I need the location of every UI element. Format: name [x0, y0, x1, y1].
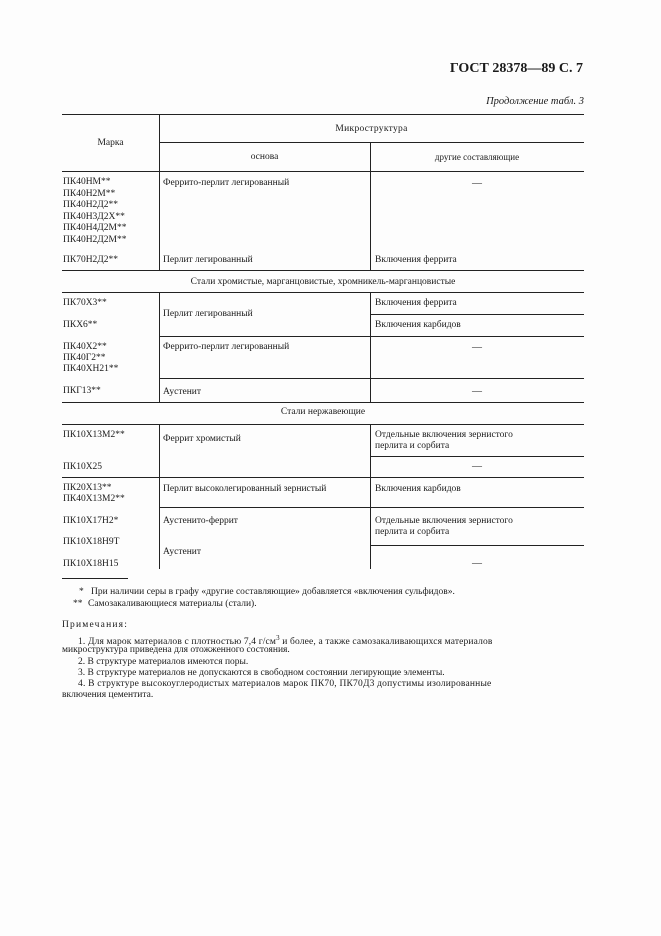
section1-top-rule — [62, 270, 584, 271]
other-cell: перлита и сорбита — [375, 441, 450, 451]
mark-cell: ПК40ХН21** — [63, 364, 119, 374]
section-title: Стали нержавеющие — [280, 407, 366, 417]
mark-cell: ПК10Х18Н9Т — [63, 537, 120, 547]
row8-bottom-rule — [62, 477, 584, 478]
mark-cell: ПК10Х13М2** — [63, 430, 125, 440]
mark-cell: ПК40Н4Д2М** — [63, 223, 127, 233]
mark-cell: ПК40Н2М** — [63, 189, 116, 199]
other-cell: — — [472, 558, 482, 569]
other-cell: — — [472, 461, 482, 472]
mark-cell: ПКГ13** — [63, 386, 101, 396]
other-cell: Включения феррита — [375, 255, 457, 265]
footnote-mark: ** — [73, 599, 83, 609]
row4-bottom-rule — [159, 336, 584, 337]
row9-bottom-rule — [159, 507, 584, 508]
note-4-continuation: включения цементита. — [62, 690, 154, 700]
other-cell: Включения карбидов — [375, 484, 461, 494]
footnote-rule — [62, 578, 128, 579]
section1-bottom-rule — [62, 292, 584, 293]
mark-cell: ПК40Х13М2** — [63, 494, 125, 504]
note-4: 4. В структуре высокоуглеродистых материалов марок ПК70, ПК70Д3 допустимы изолированные — [78, 679, 492, 689]
base-cell: Перлит высоколегированный зернистый — [163, 484, 327, 494]
base-cell: Перлит легированный — [163, 309, 253, 319]
other-cell: — — [472, 342, 482, 353]
base-cell: Перлит легированный — [163, 255, 253, 265]
row10-other-rule — [370, 545, 584, 546]
other-cell: перлита и сорбита — [375, 527, 450, 537]
column-header-mark: Марка — [97, 138, 124, 148]
mark-cell: ПКХ6** — [63, 320, 98, 330]
column-header-microstructure: Микроструктура — [335, 124, 408, 134]
other-cell: — — [472, 178, 482, 189]
mark-cell: ПК10Х18Н15 — [63, 559, 119, 569]
other-cell: Включения карбидов — [375, 320, 461, 330]
page-header: ГОСТ 28378—89 С. 7 — [449, 61, 583, 76]
table-top-rule — [62, 114, 584, 115]
other-cell: Отдельные включения зернистого — [375, 516, 513, 526]
mark-cell: ПК10Х25 — [63, 462, 103, 472]
header-sub-rule — [159, 142, 584, 143]
mark-cell: ПК40Х2** — [63, 342, 107, 352]
other-cell: Включения феррита — [375, 298, 457, 308]
base-cell: Феррит хромистый — [163, 434, 241, 444]
base-cell: Аустенит — [163, 387, 202, 397]
base-cell: Феррито-перлит легированный — [163, 178, 290, 188]
base-cell: Аустенито-феррит — [163, 516, 238, 526]
vrule-base-2 — [370, 292, 371, 402]
mark-cell: ПК70Х3** — [63, 298, 107, 308]
other-cell: Отдельные включения зернистого — [375, 430, 513, 440]
footnote-mark: * — [79, 587, 84, 597]
mark-cell: ПК70Н2Д2** — [63, 255, 119, 265]
row3-other-rule — [370, 314, 584, 315]
section-title: Стали хромистые, марганцовистые, хромникель-марганцовистые — [190, 277, 456, 287]
mark-cell: ПК40Н2Д2** — [63, 200, 119, 210]
mark-cell: ПК40НМ** — [63, 177, 111, 187]
footnote-text: При наличии серы в графу «другие составляющие» добавляется «включения сульфидов». — [91, 587, 455, 597]
vrule-mark-1 — [159, 114, 160, 270]
row7-other-rule — [370, 456, 584, 457]
mark-cell: ПК40Г2** — [63, 353, 106, 363]
row5-bottom-rule — [159, 378, 584, 379]
mark-cell: ПК20Х13** — [63, 483, 112, 493]
note-3: 3. В структуре материалов не допускаются в свободном состоянии легирующие элементы. — [78, 668, 445, 678]
table-continuation-label: Продолжение табл. 3 — [486, 96, 584, 107]
mark-cell: ПК10Х17Н2* — [63, 516, 119, 526]
vrule-base-3 — [370, 424, 371, 569]
note-1-text: 1. Для марок материалов с плотностью 7,4 г/см — [78, 637, 277, 648]
notes-title: Примечания: — [62, 620, 129, 630]
base-cell: Аустенит — [163, 547, 202, 557]
note-2: 2. В структуре материалов имеются поры. — [78, 657, 249, 667]
section2-bottom-rule — [62, 424, 584, 425]
vrule-mark-2 — [159, 292, 160, 402]
header-bottom-rule — [62, 171, 584, 172]
base-cell: Феррито-перлит легированный — [163, 342, 290, 352]
footnote-text: Самозакаливающиеся материалы (стали). — [88, 599, 257, 609]
note-1-superscript: 3 — [276, 634, 280, 642]
note-1-text-continued: и более, а также самозакаливающихся материалов — [279, 637, 493, 648]
section2-top-rule — [62, 402, 584, 403]
mark-cell: ПК40Н3Д2Х** — [63, 212, 125, 222]
mark-cell: ПК40Н2Д2М** — [63, 235, 127, 245]
column-header-base: основа — [250, 152, 279, 162]
other-cell: — — [472, 386, 482, 397]
note-1-continuation: микроструктура приведена для отожженного состояния. — [62, 645, 290, 655]
vrule-mark-3 — [159, 424, 160, 569]
column-header-other: другие составляющие — [434, 152, 520, 162]
